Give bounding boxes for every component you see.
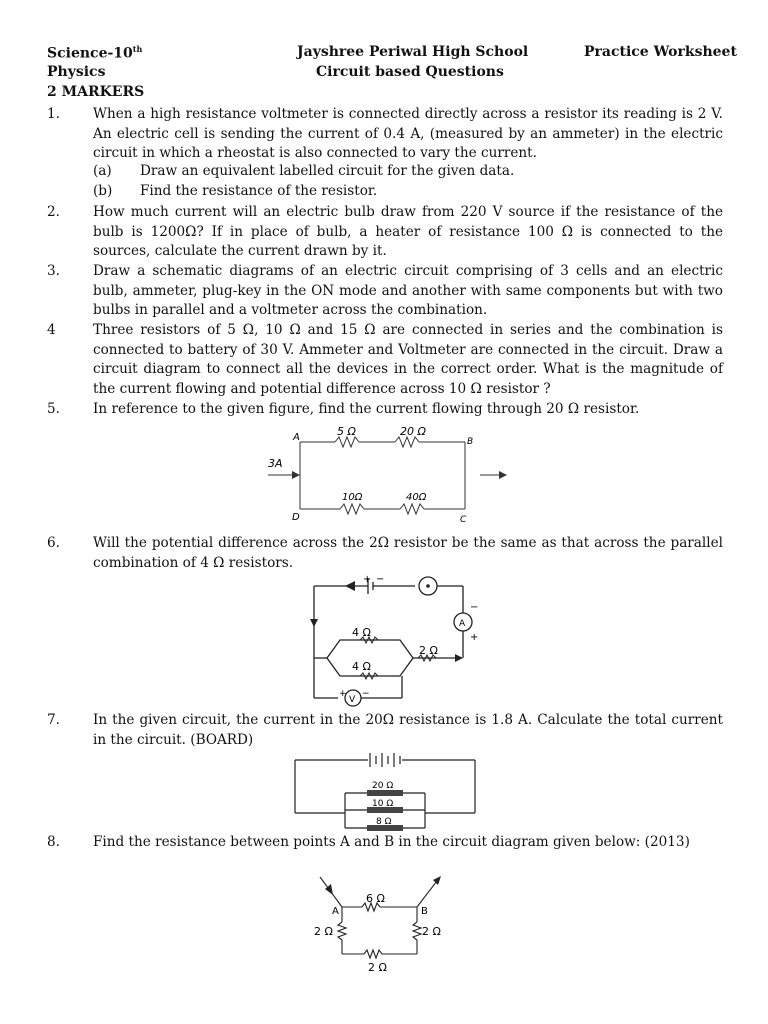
resistor-label: 10 Ω [372, 799, 394, 809]
question-text: How much current will an electric bulb draw from 220 V source if the resistance of the bulb is 1200Ω? If in place of bulb, a heater of resistance 100 Ω is connected to the sources, calculate the current drawn by it. [93, 204, 723, 259]
figure-q6-circuit [300, 572, 500, 707]
polarity-label: − [362, 689, 370, 699]
question-number: 5. [47, 401, 60, 417]
point-label: A [332, 906, 339, 917]
figure-q5-circuit [260, 422, 510, 527]
question-text: When a high resistance voltmeter is connected directly across a resistor its reading is 2 V. An electric cell is sending the current of 0.4 A, (measured by an ammeter) in the electric circuit in which a rheostat is also connected to vary the current. [93, 106, 723, 161]
resistor-label: 2 Ω [419, 644, 438, 657]
question-text: Three resistors of 5 Ω, 10 Ω and 15 Ω are connected in series and the combination is connected to battery of 30 V. Ammeter and Voltmeter are connected in the circuit. Draw a circuit diagram to connect all the devices in the correct order. What is the magnitude of the current flowing and potential difference across 10 Ω resistor ? [93, 322, 723, 397]
resistor-label: 10Ω [342, 492, 363, 503]
subquestion-b: (b) Find the resistance of the resistor. [93, 183, 378, 199]
question-text: Find the resistance between points A and B in the circuit diagram given below: (2013) [93, 834, 690, 850]
section-title: 2 MARKERS [47, 84, 145, 100]
resistor-label: 6 Ω [366, 892, 385, 905]
resistor-label: 40Ω [406, 492, 427, 503]
resistor-label: 4 Ω [352, 626, 371, 639]
class-label: Science-10th [47, 44, 143, 62]
question-number: 2. [47, 204, 60, 220]
point-label: A [293, 432, 300, 443]
question-number: 6. [47, 535, 60, 551]
resistor-label: 8 Ω [376, 817, 392, 827]
topic-title: Circuit based Questions [316, 64, 504, 80]
resistor-label: 2 Ω [314, 925, 333, 938]
question-number: 3. [47, 263, 60, 279]
question-text: Will the potential difference across the 2Ω resistor be the same as that across the parallel combination of 4 Ω resistors. [93, 535, 723, 571]
polarity-label: − [376, 574, 385, 585]
point-label: C [460, 515, 467, 525]
resistor-label: 2 Ω [368, 961, 387, 974]
polarity-label: − [470, 602, 479, 613]
subquestion-a: (a) Draw an equivalent labelled circuit for the given data. [93, 163, 515, 179]
resistor-label: 4 Ω [352, 660, 371, 673]
question-number: 8. [47, 834, 60, 850]
point-label: B [467, 437, 474, 447]
current-label: 3A [268, 457, 283, 470]
polarity-label: + [470, 632, 479, 643]
point-label: D [292, 512, 300, 523]
question-number: 4 [47, 322, 56, 338]
voltmeter-symbol: V [349, 695, 356, 705]
doc-type: Practice Worksheet [584, 44, 737, 60]
figure-q8-circuit [312, 872, 452, 982]
polarity-label: + [363, 574, 372, 585]
school-name: Jayshree Periwal High School [297, 44, 529, 60]
question-text: Draw a schematic diagrams of an electric circuit comprising of 3 cells and an electric bulb, ammeter, plug-key in the ON mode and another with same components but with two bulbs in parallel and a voltmeter across the combination. [93, 263, 723, 318]
question-number: 7. [47, 712, 60, 728]
question-text: In reference to the given figure, find the current flowing through 20 Ω resistor. [93, 401, 640, 417]
figure-q7-circuit [290, 750, 480, 835]
polarity-label: + [339, 689, 347, 699]
resistor-label: 20 Ω [372, 781, 394, 791]
subject-label: Physics [47, 64, 106, 80]
resistor-label: 5 Ω [337, 425, 356, 438]
resistor-label: 20 Ω [400, 425, 426, 438]
question-text: In the given circuit, the current in the 20Ω resistance is 1.8 A. Calculate the total current in the circuit. (BOARD) [93, 712, 723, 748]
resistor-label: 2 Ω [422, 925, 441, 938]
ammeter-symbol: A [459, 619, 466, 629]
point-label: B [421, 906, 428, 917]
question-number: 1. [47, 106, 60, 122]
